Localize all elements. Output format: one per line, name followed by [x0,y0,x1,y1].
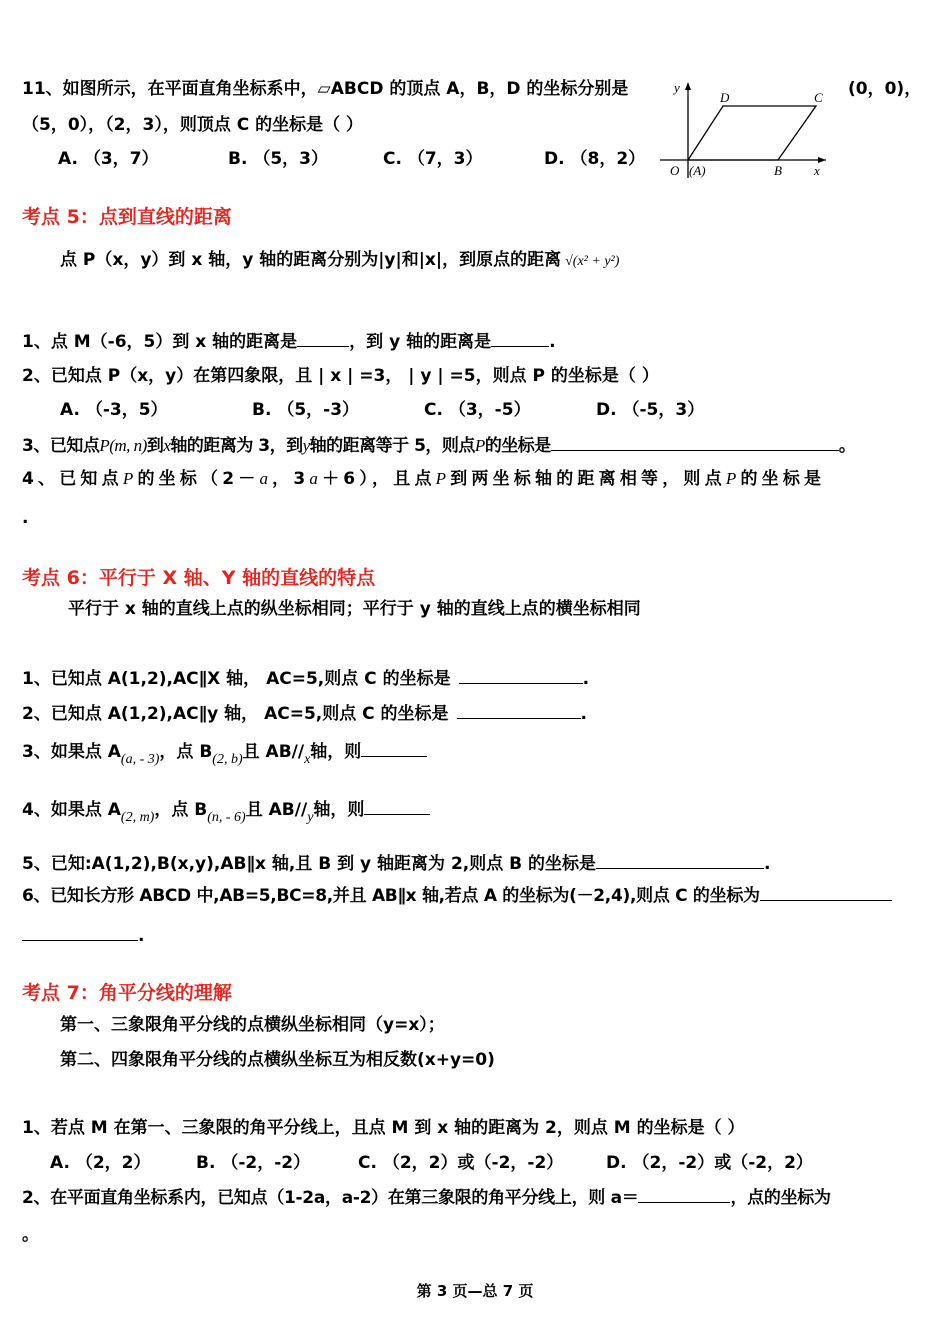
q11-option-a: A. （3，7） [58,149,159,169]
s5-q2-option-c: C. （3，-5） [424,400,531,420]
s5-q3: 3、已知点P(m, n)到x轴的距离为 3，到y轴的距离等于 5，则点P的坐标是 。 [22,436,856,456]
section-7-title: 考点 7：角平分线的理解 [22,982,232,1004]
s5-q1: 1、点 M（-6，5）到 x 轴的距离是 ，到 y 轴的距离是 . [22,332,556,352]
q11-option-d: D. （8，2） [544,149,646,169]
section-5-desc: 点 P（x，y）到 x 轴，y 轴的距离分别为|y|和|x|，到原点的距离 √(x² + y²) [60,250,620,270]
y-axis-arrow-icon [685,82,691,90]
s6-q4: 4、如果点 $A_{(2, m)}$，点 $B_{(n, - 6)}$且 $AB//_y$轴，则 [22,798,430,823]
s5-q2: 2、已知点 P（x，y）在第四象限，且 | x | =3， | y | =5，则点 P 的坐标是（ ） [22,366,659,386]
label-o: O [670,163,680,178]
s6-q3: 3、如果点 $A_{(a, - 3)}$，点 $B_{(2, b)}$且 $AB//_x$轴，则 [22,740,427,765]
section-5-title: 考点 5：点到直线的距离 [22,206,232,228]
s6-q1: 1、已知点 A(1,2),AC∥X 轴， AC=5,则点 C 的坐标是 . [22,669,590,689]
s6-q2-blank[interactable] [457,702,581,719]
q11-line1: 11、如图所示，在平面直角坐标系中，▱ABCD 的顶点 A，B，D 的坐标分别是 [22,79,629,99]
label-d: D [720,90,730,105]
s5-q1-blank1[interactable] [297,330,349,347]
s5-q2-option-d: D. （-5，3） [596,400,705,420]
label-y: y [674,80,680,95]
label-b: B [774,163,782,178]
q11-option-b: B. （5，3） [228,149,328,169]
s6-q6-blank1[interactable] [760,884,892,901]
label-a: (A) [689,163,706,178]
page-footer: 第 3 页—总 7 页 [416,1282,534,1300]
s6-q6-blank2[interactable] [22,924,138,941]
s7-q1-option-a: A. （2，2） [50,1153,151,1173]
section-6-desc: 平行于 x 轴的直线上点的纵坐标相同；平行于 y 轴的直线上点的横坐标相同 [68,599,641,619]
s6-q6-cont: . [22,924,144,947]
s6-q2: 2、已知点 A(1,2),AC∥y 轴， AC=5,则点 C 的坐标是 . [22,704,588,724]
parallelogram-figure [658,78,838,180]
s5-q2-option-b: B. （5，-3） [252,400,360,420]
label-x: x [814,163,820,178]
q11-line2: （5，0），（2，3），则顶点 C 的坐标是（ ） [22,115,364,135]
parallelogram-abcd [688,106,816,160]
s5-q4-end: . [22,508,29,528]
distance-formula: √(x² + y²) [565,254,620,269]
s7-q1-option-b: B. （-2，-2） [196,1153,311,1173]
s7-q1-option-d: D. （2，-2）或（-2，2） [606,1153,813,1173]
s5-q2-option-a: A. （-3，5） [60,400,168,420]
s7-q2: 2、在平面直角坐标系内，已知点（1-2a，a-2）在第三象限的角平分线上，则 a＝ ，点的坐标为 [22,1188,831,1208]
s7-q2-blank[interactable] [638,1186,730,1203]
s6-q6: 6、已知长方形 ABCD 中,AB=5,BC=8,并且 AB∥x 轴,若点 A 的坐标为(－2,4),则点 C 的坐标为 [22,884,892,907]
s7-q1-option-c: C. （2，2）或（-2，-2） [358,1153,564,1173]
s6-q5-blank[interactable] [596,852,764,869]
s6-q5: 5、已知:A(1,2),B(x,y),AB∥x 轴,且 B 到 y 轴距离为 2,则点 B 的坐标是 . [22,854,771,874]
s6-q4-blank[interactable] [364,798,430,815]
section-7-desc2: 第二、四象限角平分线的点横纵坐标互为相反数(x+y=0) [60,1050,495,1070]
label-c: C [814,90,823,105]
s6-q3-blank[interactable] [361,740,427,757]
parallelogram-icon: ▱ [317,79,331,99]
s5-q4: 4、已知点P的坐标（2－a，3a＋6），且点P到两坐标轴的距离相等，则点P的坐标是 [22,469,826,489]
section-7-desc1: 第一、三象限角平分线的点横纵坐标相同（y=x）； [60,1015,445,1035]
q11-option-c: C. （7，3） [383,149,483,169]
q11-coord-origin: (0，0)， [848,79,922,99]
section-6-title: 考点 6：平行于 X 轴、Y 轴的直线的特点 [22,567,376,589]
s5-q1-blank2[interactable] [491,330,549,347]
s6-q1-blank[interactable] [459,667,583,684]
s5-q3-blank[interactable] [551,434,839,451]
s7-q2-end: 。 [22,1225,39,1245]
s7-q1: 1、若点 M 在第一、三象限的角平分线上，且点 M 到 x 轴的距离为 2，则点 M 的坐标是（ ） [22,1118,745,1138]
